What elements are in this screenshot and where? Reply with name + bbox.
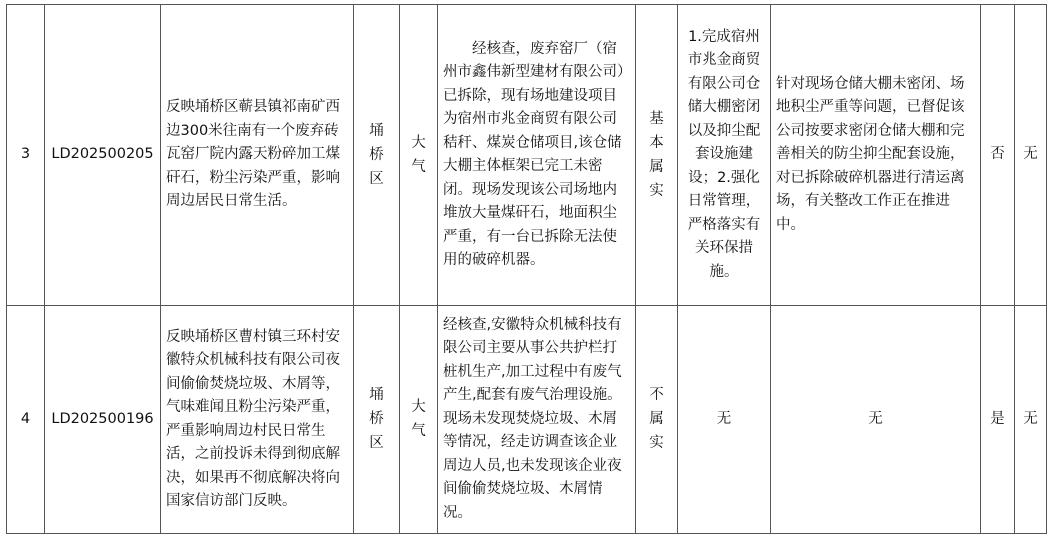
category-cell	[400, 306, 438, 534]
verification-status: 不属实	[649, 387, 664, 452]
complaint-text: 反映埇桥区曹村镇三环村安徽特众机械科技有限公司夜间偷偷焚烧垃圾、木屑等，气味难闻且粉尘污染严重，严重影响周边村民日常生活，之前投诉未得到彻底解决，如果再不彻底解决将向国家信访部门反映。	[161, 306, 354, 534]
complaint-text: 反映埇桥区蕲县镇祁南矿西边300米往南有一个废弃砖瓦窑厂院内露天粉碎加工煤矸石，粉尘污染严重，影响周边居民日常生活。	[161, 5, 354, 306]
table-row	[7, 306, 1047, 534]
table-row	[7, 5, 1047, 306]
category-cell	[400, 5, 438, 306]
measures-text: 1.完成宿州市兆金商贸有限公司仓储大棚密闭以及抑尘配套设施建设；2.强化日常管理，严格落实有关环保措施。	[678, 5, 771, 306]
complaint-table	[6, 4, 1047, 534]
measures-text: 无	[678, 306, 771, 534]
handling-text: 针对现场仓储大棚未密闭、场地积尘严重等问题，已督促该公司按要求密闭仓储大棚和完善相关的防尘抑尘配套设施，对已拆除破碎机器进行清运离场，有关整改工作正在推进中。	[771, 5, 981, 306]
row-index: 4	[7, 306, 45, 534]
district-cell	[354, 5, 400, 306]
status-cell	[636, 5, 678, 306]
accountability: 无	[1015, 5, 1047, 306]
closed-flag: 否	[981, 5, 1015, 306]
findings-text: 经核查，废弃窑厂（宿州市鑫伟新型建材有限公司）已拆除，现有场地建设项目为宿州市兆金商贸有限公司秸秆、煤炭仓储项目,该仓储大棚主体框架已完工未密闭。现场发现该公司场地内堆放大量煤矸石，地面积尘严重，有一台已拆除无法使用的破碎机器。	[438, 5, 636, 306]
pollution-category: 大气	[411, 134, 426, 175]
case-id: LD202500196	[45, 306, 161, 534]
case-id: LD202500205	[45, 5, 161, 306]
closed-flag: 是	[981, 306, 1015, 534]
district: 埇桥区	[369, 122, 384, 187]
status-cell	[636, 306, 678, 534]
district: 埇桥区	[369, 387, 384, 452]
row-index: 3	[7, 5, 45, 306]
district-cell	[354, 306, 400, 534]
verification-status: 基本属实	[649, 110, 664, 199]
findings-text: 经核查,安徽特众机械科技有限公司主要从事公共护栏打桩机生产,加工过程中有废气产生,配套有废气治理设施。现场未发现焚烧垃圾、木屑等情况，经走访调查该企业周边人员,也未发现该企业夜间偷偷焚烧垃圾、木屑情况。	[438, 306, 636, 534]
handling-text: 无	[771, 306, 981, 534]
pollution-category: 大气	[411, 399, 426, 440]
accountability: 无	[1015, 306, 1047, 534]
